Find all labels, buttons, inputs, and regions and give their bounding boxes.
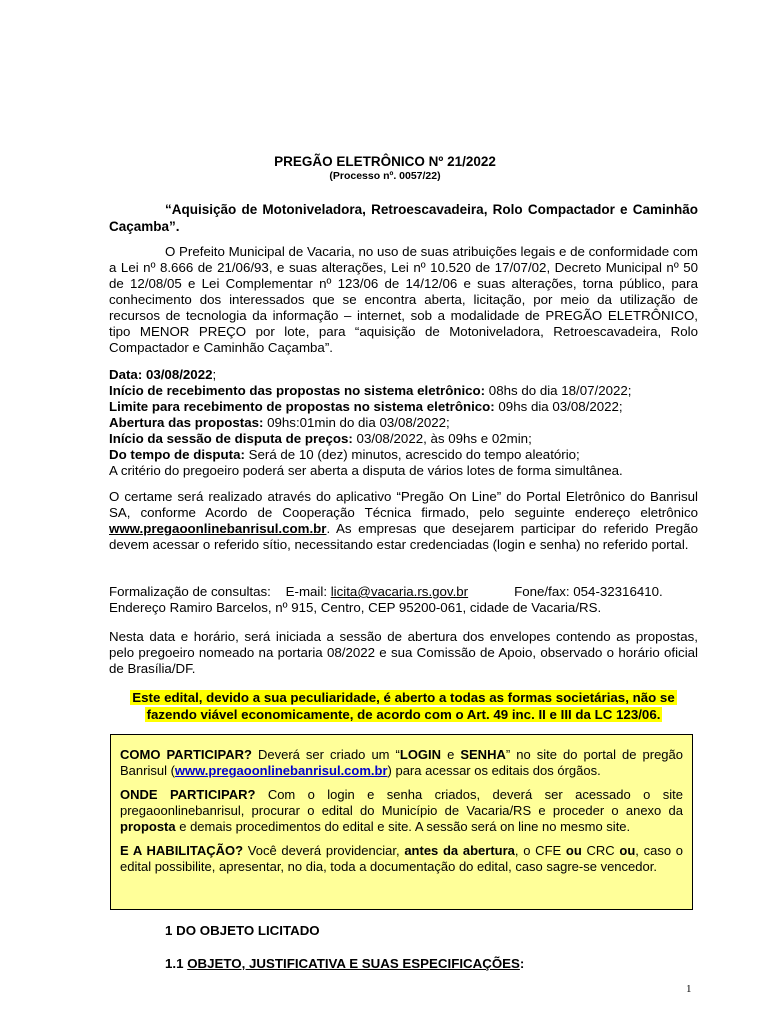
- password-word: SENHA: [460, 747, 506, 762]
- subject-text: “Aquisição de Motoniveladora, Retroescavadeira, Rolo Compactador e Caminhão Caçamba”.: [109, 202, 698, 234]
- session-date: [109, 367, 698, 383]
- or-word: ou: [565, 843, 582, 858]
- phone-text: Fone/fax: 054-32316410.: [514, 584, 663, 599]
- email-label: E-mail:: [285, 584, 331, 599]
- qual-text-2: , o CFE: [514, 843, 566, 858]
- where-label: ONDE PARTICIPAR?: [120, 787, 256, 802]
- highlight-line-2: fazendo viável economicamente, de acordo com o Art. 49 inc. II e III da LC 123/06.: [146, 707, 661, 722]
- how-text-2: e: [441, 747, 461, 762]
- section-1-1-colon: :: [519, 956, 525, 971]
- schedule-label: Do tempo de disputa:: [109, 447, 245, 462]
- how-text-1: Deverá ser criado um “: [251, 747, 400, 762]
- schedule-value: 09hs dia 03/08/2022;: [494, 399, 623, 414]
- section-1-1-heading: [165, 956, 524, 971]
- schedule-label: Início da sessão de disputa de preços:: [109, 431, 353, 446]
- process-number: (Processo nº. 0057/22): [329, 170, 441, 182]
- session-paragraph: Nesta data e horário, será iniciada a sessão de abertura dos envelopes contendo as propostas, pelo pregoeiro nomeado na portaria 08/2022 e sua Comissão de Apoio, observado o horário oficial de Brasília/DF.: [109, 629, 698, 676]
- before-opening-word: antes da abertura: [404, 843, 515, 858]
- session-date-label: Data: 03/08/2022: [109, 367, 213, 382]
- qualification-info: [120, 843, 683, 875]
- where-to-participate: [120, 787, 683, 835]
- how-to-participate: [120, 747, 683, 779]
- schedule-label: Início de recebimento das propostas no sistema eletrônico:: [109, 383, 486, 398]
- qual-text-3: CRC: [581, 843, 620, 858]
- schedule-value: 09hs:01min do dia 03/08/2022;: [263, 415, 450, 430]
- proposal-word: proposta: [120, 819, 176, 834]
- schedule-label: Abertura das propostas:: [109, 415, 264, 430]
- how-label: COMO PARTICIPAR?: [120, 747, 252, 762]
- section-1-1-title: OBJETO, JUSTIFICATIVA E SUAS ESPECIFICAÇÕES: [187, 956, 520, 971]
- where-text-2: e demais procedimentos do edital e site. A sessão será on line no mesmo site.: [175, 819, 631, 834]
- schedule-label: Limite para recebimento de propostas no sistema eletrônico:: [109, 399, 495, 414]
- highlight-line-1: Este edital, devido a sua peculiaridade, é aberto a todas as formas societárias, não se: [132, 690, 675, 705]
- qual-text-1: Você deverá providenciar,: [243, 843, 405, 858]
- schedule-row: [109, 447, 698, 463]
- login-word: LOGIN: [399, 747, 442, 762]
- portal-link[interactable]: www.pregaoonlinebanrisul.com.br: [109, 521, 327, 536]
- participation-info-box: [110, 734, 693, 910]
- how-text-4: ) para acessar os editais dos órgãos.: [387, 763, 601, 778]
- highlight-notice: [109, 689, 698, 723]
- contact-section: [109, 584, 698, 616]
- schedule-row: [109, 431, 698, 447]
- session-date-suffix: ;: [212, 367, 217, 382]
- email-link[interactable]: licita@vacaria.rs.gov.br: [330, 584, 469, 599]
- schedule-row: [109, 399, 698, 415]
- contact-line: [109, 584, 698, 600]
- or-word: ou: [619, 843, 636, 858]
- platform-text-before: O certame será realizado através do aplicativo “Pregão On Line” do Portal Eletrônico do Banrisul SA, conforme Acordo de Cooperação Técnica firmado, pelo seguinte endereço eletrônico: [109, 489, 698, 520]
- how-text-3: ” no site do portal de pregão Banrisul (: [120, 747, 683, 778]
- dates-section: [109, 367, 698, 479]
- section-1-1-number: 1.1: [165, 956, 188, 971]
- schedule-row: [109, 383, 698, 399]
- consult-label: Formalização de consultas:: [109, 584, 271, 599]
- intro-paragraph: O Prefeito Municipal de Vacaria, no uso de suas atribuições legais e de conformidade com a Lei nº 8.666 de 21/06/93, e suas alterações, Lei nº 10.520 de 17/07/02, Decreto Municipal nº 50 de 12/08/05 e Lei Complementar nº 123/06 de 14/12/06 e suas alterações, torna público, para conhecimento dos interessados que se encontra aberta, licitação, por meio da utilização de recursos de tecnologia da informação – internet, sob a modalidade de PREGÃO ELETRÔNICO, tipo MENOR PREÇO por lote, para “aquisição de Motoniveladora, Retroescavadeira, Rolo Compactador e Caminhão Caçamba”.: [109, 244, 698, 355]
- platform-text-after: . As empresas que desejarem participar do referido Pregão devem acessar o referido sítio, necessitando estar credenciadas (login e senha) no referido portal.: [109, 521, 698, 552]
- schedule-value: 08hs do dia 18/07/2022;: [485, 383, 632, 398]
- schedule-value: 03/08/2022, às 09hs e 02min;: [352, 431, 532, 446]
- box-portal-link[interactable]: www.pregaoonlinebanrisul.com.br: [174, 763, 388, 778]
- address-text: Endereço Ramiro Barcelos, nº 915, Centro, CEP 95200-061, cidade de Vacaria/RS.: [109, 600, 602, 615]
- document-title: PREGÃO ELETRÔNICO Nº 21/2022: [274, 154, 496, 169]
- schedule-value: Será de 10 (dez) minutos, acrescido do tempo aleatório;: [244, 447, 580, 462]
- section-1-heading: 1 DO OBJETO LICITADO: [165, 923, 320, 938]
- qualification-label: E A HABILITAÇÃO?: [120, 843, 244, 858]
- qual-text-4: , caso o edital possibilite, apresentar, no dia, toda a documentação do edital, caso sagre-se vencedor.: [120, 843, 684, 874]
- schedule-row: [109, 415, 698, 431]
- platform-paragraph: [109, 489, 698, 553]
- page-number: 1: [686, 983, 692, 995]
- where-text-1: Com o login e senha criados, deverá ser acessado o site pregaoonlinebanrisul, procurar o edital do Município de Vacaria/RS e proceder o anexo da: [120, 787, 683, 818]
- dispute-note: A critério do pregoeiro poderá ser aberta a disputa de vários lotes de forma simultânea.: [109, 463, 623, 478]
